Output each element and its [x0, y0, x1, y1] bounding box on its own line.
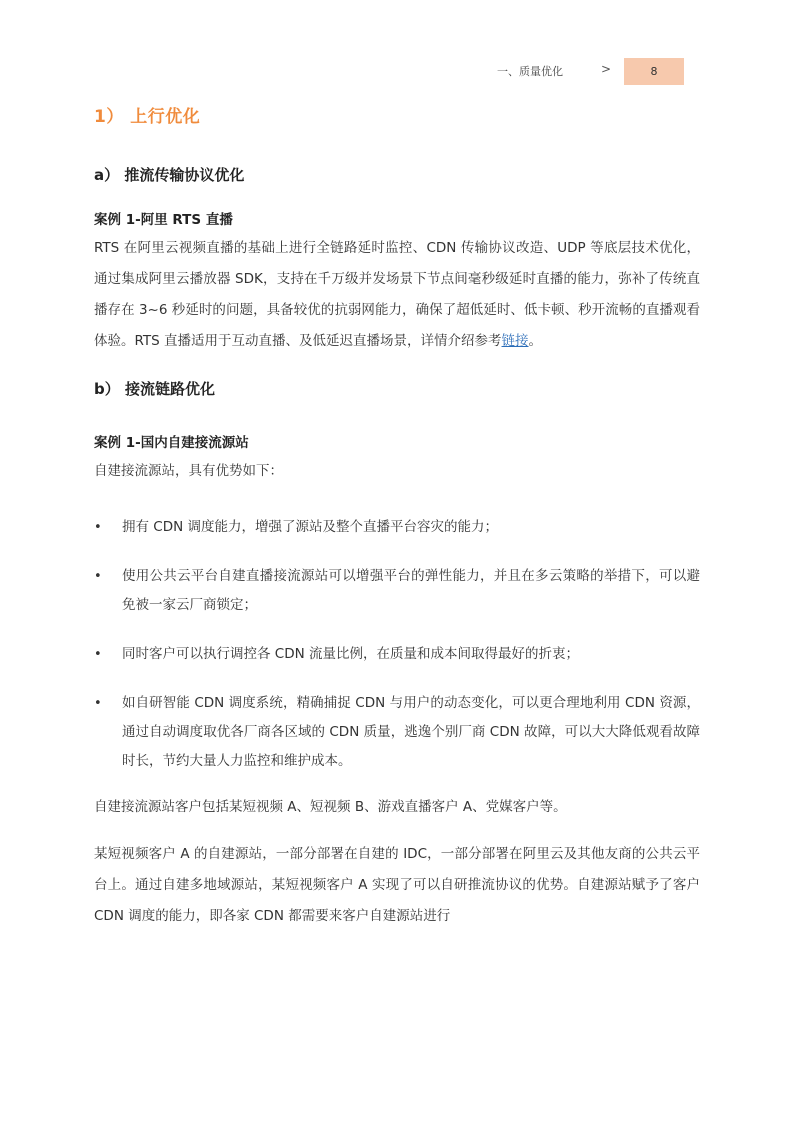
case-title-rts: 案例 1-阿里 RTS 直播: [94, 212, 233, 228]
heading-push-protocol: a） 推流传输协议优化: [94, 166, 245, 184]
list-item: [94, 640, 700, 669]
advantages-list: [94, 513, 700, 776]
paragraph-intro: 自建接流源站，具有优势如下：: [94, 463, 283, 479]
heading-uplink-optimization: 1） 上行优化: [94, 107, 201, 127]
bullet-dot-icon: •: [94, 569, 102, 584]
list-item: [94, 689, 700, 776]
bullet-dot-icon: •: [94, 520, 102, 535]
page-number-badge: [624, 58, 684, 85]
bullet-dot-icon: •: [94, 696, 102, 711]
case-title-ingest-origin: 案例 1-国内自建接流源站: [94, 435, 249, 451]
list-item: [94, 513, 700, 542]
paragraph-rts-text: RTS 在阿里云视频直播的基础上进行全链路延时监控、CDN 传输协议改造、UDP 等底层技术优化，通过集成阿里云播放器 SDK，支持在千万级并发场景下节点间毫秒级延时直播的能力，弥补了传统直播存在 3~6 秒延时的问题，具备较优的抗弱网能力，确保了超低延时、低卡顿、秒开流畅的直播观看体验。RTS 直播适用于互动直播、及低延迟直播场景，详情介绍参考: [94, 240, 700, 349]
heading-ingest-link: b） 接流链路优化: [94, 380, 215, 398]
list-item-text: 拥有 CDN 调度能力，增强了源站及整个直播平台容灾的能力；: [122, 519, 499, 535]
bullet-dot-icon: •: [94, 647, 102, 662]
header-section-title: 一、质量优化: [497, 65, 563, 78]
paragraph-rts: [94, 233, 700, 357]
paragraph-customers: 自建接流源站客户包括某短视频 A、短视频 B、游戏直播客户 A、党媒客户等。: [94, 799, 567, 815]
header-separator: >: [601, 62, 612, 76]
page-number: 8: [650, 65, 658, 78]
list-item-text: 同时客户可以执行调控各 CDN 流量比例，在质量和成本间取得最好的折衷；: [122, 646, 580, 662]
list-item-text: 如自研智能 CDN 调度系统，精确捕捉 CDN 与用户的动态变化，可以更合理地利用 CDN 资源，通过自动调度取优各厂商各区域的 CDN 质量，逃逸个别厂商 CDN 故障，可以大大降低观看故障时长，节约大量人力监控和维护成本。: [122, 695, 700, 769]
paragraph-short-video-customer: 某短视频客户 A 的自建源站，一部分部署在自建的 IDC，一部分部署在阿里云及其他友商的公共云平台上。通过自建多地域源站，某短视频客户 A 实现了可以自研推流协议的优势。自建源站赋予了客户 CDN 调度的能力，即各家 CDN 都需要来客户自建源站进行: [94, 846, 700, 924]
page-header: [0, 58, 793, 86]
paragraph-rts-end: 。: [528, 333, 543, 349]
list-item: [94, 562, 700, 620]
reference-link[interactable]: 链接: [501, 333, 529, 349]
list-item-text: 使用公共云平台自建直播接流源站可以增强平台的弹性能力，并且在多云策略的举措下，可以避免被一家云厂商锁定；: [122, 568, 700, 613]
main-content: [94, 100, 700, 932]
